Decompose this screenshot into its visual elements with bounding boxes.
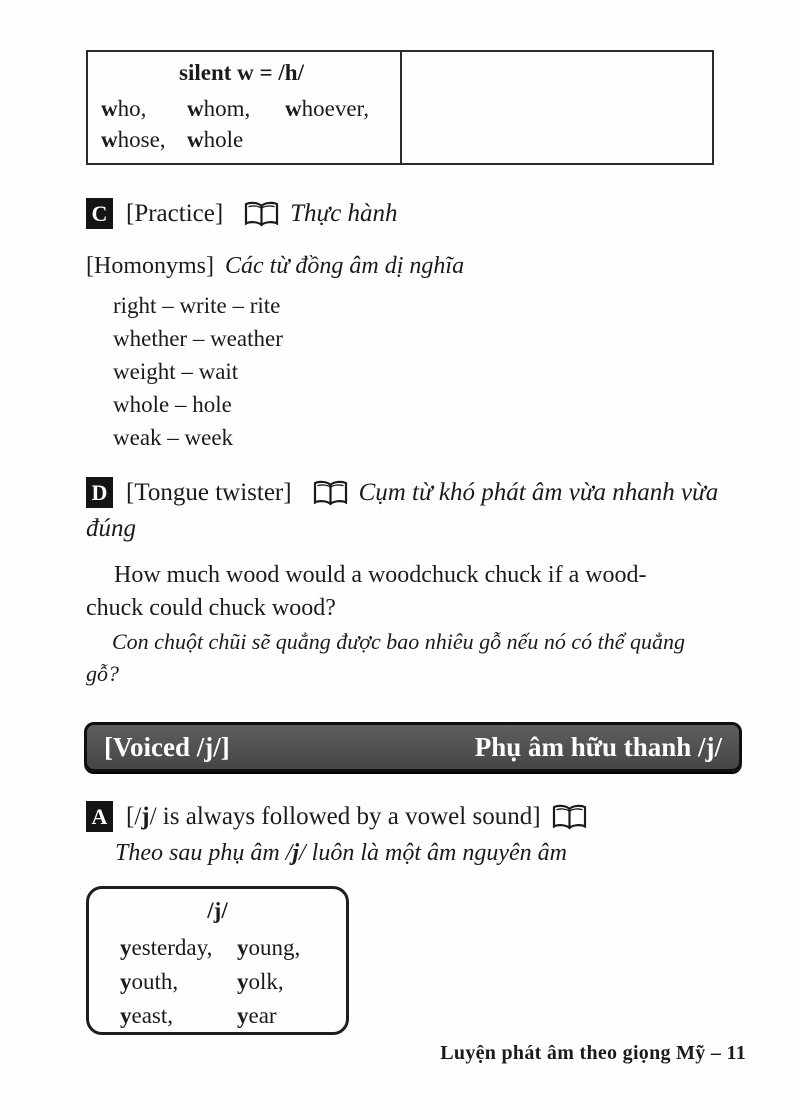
list-item: right – write – rite [113,293,281,318]
j-word: yolk, [237,969,284,994]
open-book-icon [551,803,588,831]
section-a-heading [86,801,598,832]
translation-line: Con chuột chũi sẽ quẳng được bao nhiêu gỗ nếu nó có thể quẳng [112,629,686,654]
voiced-j-banner [84,722,742,772]
section-marker-c: C [86,198,113,229]
tongue-twister-translation [86,626,746,690]
tongue-twister-title-vi-wrap: đúng [86,515,136,542]
banner-right-label: Phụ âm hữu thanh /j/ [474,731,722,762]
j-word: yeast, [120,1003,174,1028]
twister-line: chuck could chuck wood? [86,595,336,621]
silent-w-table [86,50,714,165]
j-word: year [237,1003,277,1028]
section-c-heading [86,198,398,229]
section-d-heading [86,477,718,508]
a-label: [/j/ is always followed by a vowel sound] [126,802,541,830]
table-word: whoever, [285,96,370,121]
silent-w-row [101,124,400,155]
homonyms-heading [86,253,464,280]
silent-w-table-right-cell [402,52,712,163]
list-item: whole – hole [113,392,232,417]
section-marker-a: A [86,801,113,832]
homonyms-list [113,289,283,454]
list-item: weight – wait [113,359,239,384]
j-sound-box [86,886,349,1035]
j-box-words [89,931,346,1033]
practice-label: [Practice] [126,199,224,227]
j-word: youth, [120,969,179,994]
twister-line: How much wood would a woodchuck chuck if a wood- [114,562,647,588]
homonyms-label: [Homonyms] [86,253,214,279]
table-word: whom, [187,96,251,121]
tongue-twister-label: [Tongue twister] [126,478,292,506]
page-footer: Luyện phát âm theo giọng Mỹ – 11 [440,1042,746,1064]
list-item: weak – week [113,425,234,450]
list-item: whether – weather [113,326,283,351]
tongue-twister-text [86,559,741,625]
practice-title-vi: Thực hành [290,199,398,227]
open-book-icon [243,200,280,228]
translation-line: gỗ? [86,661,119,686]
silent-w-row [101,93,400,124]
j-box-header: /j/ [207,898,228,923]
silent-w-table-header: silent w = /h/ [179,60,304,85]
table-word: whose, [101,127,166,152]
banner-left-label: [Voiced /j/] [104,731,230,762]
j-word: yesterday, [120,935,213,960]
homonyms-title-vi: Các từ đồng âm dị nghĩa [225,253,465,279]
open-book-icon [312,479,349,507]
silent-w-table-left-cell [88,52,402,163]
j-word: young, [237,935,301,960]
table-word: whole [187,127,244,152]
section-marker-d: D [86,477,113,508]
table-word: who, [101,96,147,121]
a-subtitle-vi: Theo sau phụ âm /j/ luôn là một âm nguyên âm [115,840,567,866]
tongue-twister-title-vi: Cụm từ khó phát âm vừa nhanh vừa [358,478,719,506]
